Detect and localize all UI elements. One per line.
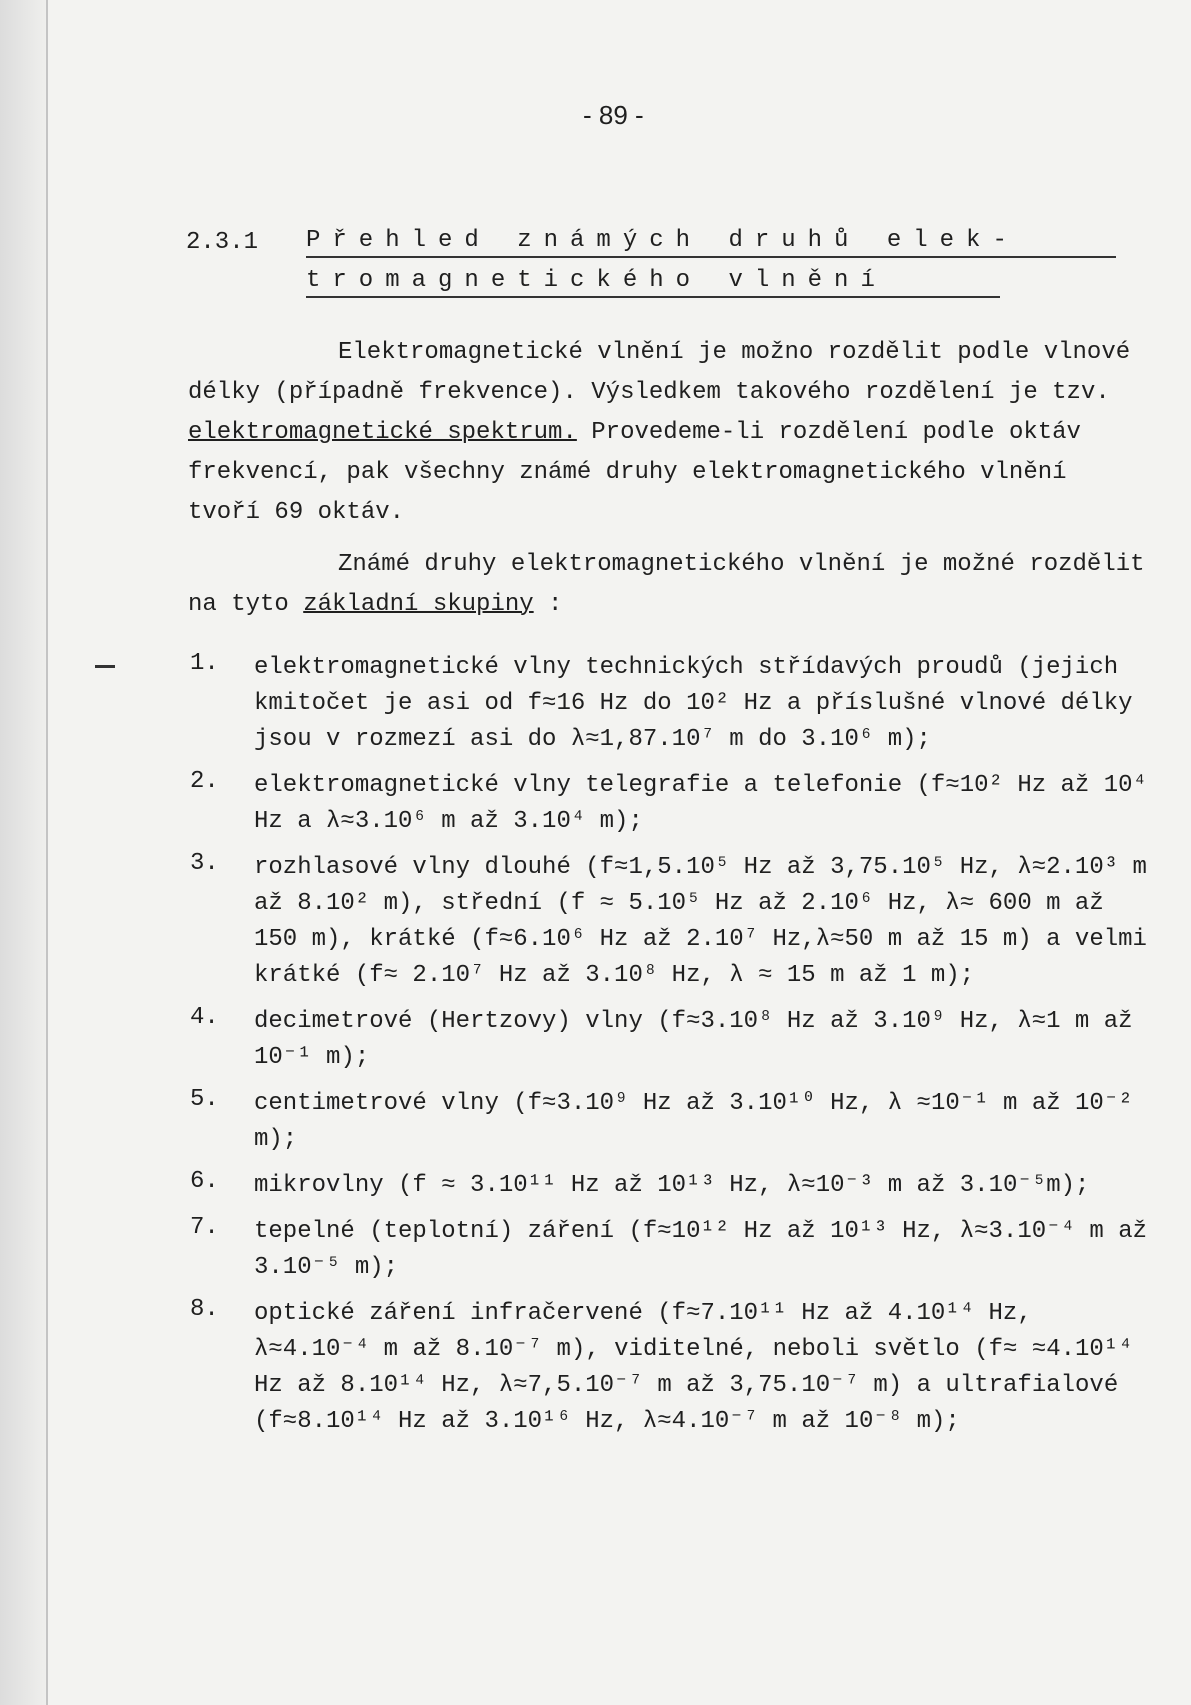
- list-item: [190, 1214, 1150, 1286]
- section-title-line2: tromagnetického vlnění: [306, 267, 887, 294]
- list-item-number: 2.: [190, 768, 219, 795]
- title-underline-1: [306, 256, 1116, 258]
- list-item-text: optické záření infračervené (f≈7.10¹¹ Hz až 4.10¹⁴ Hz, λ≈4.10⁻⁴ m až 8.10⁻⁷ m), viditelné, neboli světlo (f≈ ≈4.10¹⁴ Hz až 8.10¹⁴ Hz, λ≈7,5.10⁻⁷ m až 3,75.10⁻⁷ m) a ultrafialové (f≈8.10¹⁴ Hz až 3.10¹⁶ Hz, λ≈4.10⁻⁷ m až 10⁻⁸ m);: [254, 1300, 1133, 1435]
- list-item: [190, 850, 1150, 994]
- wave-groups-list: [190, 650, 1150, 1449]
- list-item-text: centimetrové vlny (f≈3.10⁹ Hz až 3.10¹⁰ Hz, λ ≈10⁻¹ m až 10⁻² m);: [254, 1090, 1133, 1153]
- list-item: [190, 1004, 1150, 1076]
- list-item-text: decimetrové (Hertzovy) vlny (f≈3.10⁸ Hz až 3.10⁹ Hz, λ≈1 m až 10⁻¹ m);: [254, 1008, 1133, 1071]
- section-number: 2.3.1: [186, 229, 259, 256]
- list-item: [190, 1086, 1150, 1158]
- list-item-text: mikrovlny (f ≈ 3.10¹¹ Hz až 10¹³ Hz, λ≈10⁻³ m až 3.10⁻⁵m);: [254, 1172, 1090, 1199]
- title-underline-2: [306, 296, 1000, 298]
- term-zakladni-skupiny: základní skupiny: [303, 591, 534, 618]
- paragraph-groups: [188, 545, 1148, 625]
- list-item-text: rozhlasové vlny dlouhé (f≈1,5.10⁵ Hz až 3,75.10⁵ Hz, λ≈2.10³ m až 8.10² m), střední (f ≈ 5.10⁵ Hz až 2.10⁶ Hz, λ≈ 600 m až 150 m), krátké (f≈6.10⁶ Hz až 2.10⁷ Hz,λ≈50 m až 15 m) a velmi krátké (f≈ 2.10⁷ Hz až 3.10⁸ Hz, λ ≈ 15 m až 1 m);: [254, 854, 1147, 989]
- margin-dash-mark: [95, 665, 115, 668]
- page-edge-shadow: [0, 0, 46, 1705]
- list-item: [190, 1296, 1150, 1440]
- list-item-text: tepelné (teplotní) záření (f≈10¹² Hz až 10¹³ Hz, λ≈3.10⁻⁴ m až 3.10⁻⁵ m);: [254, 1218, 1147, 1281]
- list-item-number: 6.: [190, 1168, 219, 1195]
- list-item-number: 8.: [190, 1296, 219, 1323]
- list-item: [190, 1168, 1150, 1204]
- list-item-number: 7.: [190, 1214, 219, 1241]
- paragraph-intro-before: Elektromagnetické vlnění je možno rozdělit podle vlnové délky (případně frekvence). Výsledkem takového rozdělení je tzv.: [188, 339, 1131, 406]
- list-item: [190, 650, 1150, 758]
- list-item-number: 4.: [190, 1004, 219, 1031]
- list-item-text: elektromagnetické vlny technických střídavých proudů (jejich kmitočet je asi od f≈16 Hz do 10² Hz a příslušné vlnové délky jsou v rozmezí asi do λ≈1,87.10⁷ m do 3.10⁶ m);: [254, 654, 1133, 753]
- paragraph-groups-after: :: [533, 591, 563, 618]
- page-number: - 89 -: [583, 100, 644, 130]
- paragraph-intro-after: Provedeme-li rozdělení podle oktáv frekvencí, pak všechny známé druhy elektromagnetického vlnění tvoří 69 oktáv.: [188, 419, 1081, 526]
- paragraph-intro: [188, 333, 1148, 533]
- paragraph-groups-before: Známé druhy elektromagnetického vlnění je možné rozdělit na tyto: [188, 551, 1145, 618]
- section-title-line1: Přehled známých druhů elek-: [306, 227, 1019, 254]
- list-item-number: 3.: [190, 850, 219, 877]
- list-item-number: 5.: [190, 1086, 219, 1113]
- list-item: [190, 768, 1150, 840]
- list-item-number: 1.: [190, 650, 219, 677]
- list-item-text: elektromagnetické vlny telegrafie a telefonie (f≈10² Hz až 10⁴ Hz a λ≈3.10⁶ m až 3.10⁴ m);: [254, 772, 1147, 835]
- page-edge-line: [46, 0, 48, 1705]
- term-spektrum: elektromagnetické spektrum.: [188, 419, 577, 446]
